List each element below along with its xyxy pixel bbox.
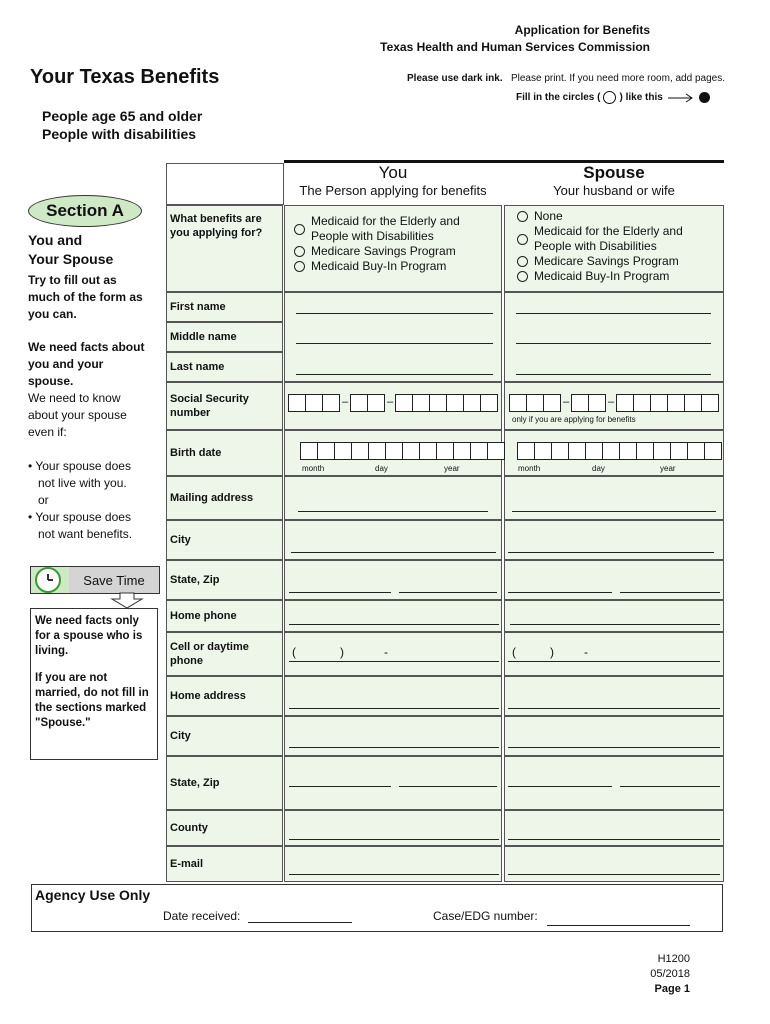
you-county-field[interactable]: [289, 839, 499, 840]
header-corner: [166, 163, 284, 205]
spouse-year-label: year: [660, 464, 676, 473]
ssn-note: only if you are applying for benefits: [512, 415, 636, 424]
try-instruction: Try to fill out as much of the form as you can.: [28, 273, 143, 321]
you-zip2-field[interactable]: [399, 786, 497, 787]
condition-2: • Your spouse does not want benefits.: [28, 510, 133, 541]
spouse-homephone-cell: [504, 600, 724, 632]
you-heading: You: [378, 163, 408, 182]
you-phone-close: ): [340, 645, 344, 659]
save-time-label: Save Time: [69, 567, 159, 593]
you-mailing-address-field[interactable]: [298, 511, 488, 512]
spouse-option-label: Medicaid Buy-In Program: [534, 269, 670, 283]
you-option-label: Medicaid Buy-In Program: [311, 259, 447, 273]
empty-circle-icon: [603, 91, 616, 104]
form-date: 05/2018: [650, 968, 690, 980]
spouse-mailing-cell: [504, 476, 724, 520]
date-received-label: Date received:: [163, 909, 241, 923]
mailing-address-label: Mailing address: [166, 476, 283, 520]
spouse-first-name-field[interactable]: [516, 313, 711, 314]
filled-circle-icon: [699, 92, 710, 103]
you-cell-cell: [284, 632, 502, 676]
spouse-phone-dash: -: [584, 645, 588, 659]
section-title-2: Your Spouse: [28, 251, 114, 267]
spouse-option-label: Medicare Savings Program: [534, 254, 679, 268]
you-phone-dash: -: [384, 645, 388, 659]
spouse-state2-field[interactable]: [508, 786, 612, 787]
you-email-field[interactable]: [289, 874, 499, 875]
not-married-note: If you are not married, do not fill in the sections marked "Spouse.": [35, 672, 149, 729]
date-received-field[interactable]: [248, 922, 352, 923]
spouse-phone-close: ): [550, 645, 554, 659]
save-time-banner: [30, 566, 160, 594]
spouse-city-field[interactable]: [508, 552, 714, 553]
spouse-option-msp[interactable]: [517, 254, 717, 269]
you-home-phone-field[interactable]: [289, 624, 499, 625]
you-benefits-cell: [284, 205, 502, 292]
you-homeaddr-cell: [284, 676, 502, 716]
you-city-cell: [284, 520, 502, 560]
you-name-cell: [284, 292, 502, 382]
spouse-home-address-field[interactable]: [508, 708, 720, 709]
spouse-name-cell: [504, 292, 724, 382]
spouse-option-buyin[interactable]: [517, 269, 717, 284]
middle-name-label: Middle name: [166, 322, 283, 352]
first-name-label: First name: [166, 292, 283, 322]
you-city2-field[interactable]: [289, 747, 499, 748]
home-phone-label: Home phone: [166, 600, 283, 632]
group-age65: People age 65 and older: [42, 108, 203, 124]
spouse-mailing-address-field[interactable]: [512, 511, 716, 512]
spouse-option-label: None: [534, 209, 563, 223]
ink-instruction: [407, 73, 725, 84]
section-title: [28, 231, 158, 269]
spouse-cell-cell: [504, 632, 724, 676]
ssn-label: Social Security number: [166, 382, 283, 430]
spouse-column-header: [504, 163, 724, 205]
group-disabilities: People with disabilities: [42, 126, 197, 142]
form-footer: [600, 952, 690, 997]
agency-use-box: [31, 884, 723, 932]
header-line1: Application for Benefits: [514, 23, 650, 37]
form-number: H1200: [657, 953, 690, 965]
spouse-homeaddr-cell: [504, 676, 724, 716]
fill-instruction: [516, 91, 710, 104]
spouse-rules-box: [30, 608, 158, 760]
you-last-name-field[interactable]: [296, 374, 493, 375]
you-option-buyin[interactable]: [294, 259, 494, 274]
spouse-county-field[interactable]: [508, 839, 720, 840]
case-number-label: Case/EDG number:: [433, 909, 538, 923]
you-first-name-field[interactable]: [296, 313, 493, 314]
you-option-label: Medicaid for the Elderly and People with Disabilities: [311, 214, 460, 243]
spouse-cell-phone-field[interactable]: [508, 661, 720, 662]
spouse-state-field[interactable]: [508, 592, 612, 593]
radio-circle-icon[interactable]: [517, 256, 528, 267]
spouse-last-name-field[interactable]: [516, 374, 711, 375]
spouse-month-label: month: [518, 464, 541, 473]
spouse-ssn-field[interactable]: – –: [510, 394, 719, 412]
arrow-right-icon: [666, 93, 696, 103]
fill-instruction-a: Fill in the circles (: [516, 92, 601, 103]
radio-circle-icon[interactable]: [294, 224, 305, 235]
city-label: City: [166, 520, 283, 560]
you-ssn-field[interactable]: – –: [289, 394, 498, 412]
you-column-header: [284, 163, 502, 205]
you-city2-cell: [284, 716, 502, 756]
you-option-medicaid-elderly[interactable]: [294, 214, 494, 244]
spouse-county-cell: [504, 810, 724, 846]
fill-instruction-b: ) like this: [619, 92, 663, 103]
spouse-benefits-options: [517, 209, 717, 284]
page-title: Your Texas Benefits: [30, 66, 220, 88]
cell-phone-label: Cell or daytime phone: [166, 632, 283, 676]
section-title-1: You and: [28, 232, 83, 248]
ink-instruction-bold: Please use dark ink.: [407, 73, 503, 84]
spouse-option-label: Medicaid for the Elderly and People with Disabilities: [534, 224, 683, 253]
spouse-day-label: day: [592, 464, 605, 473]
spouse-phone-open: (: [512, 645, 516, 659]
state-zip2-label: State, Zip: [166, 756, 283, 810]
facts-living: We need facts only for a spouse who is living.: [35, 615, 143, 657]
spouse-conditions: [28, 458, 146, 543]
spouse-heading: Spouse: [583, 163, 645, 182]
spouse-statezip-cell: [504, 560, 724, 600]
radio-circle-icon[interactable]: [294, 261, 305, 272]
spouse-benefits-cell: [504, 205, 724, 292]
you-mailing-cell: [284, 476, 502, 520]
condition-or: or: [38, 493, 49, 507]
radio-circle-icon[interactable]: [517, 234, 528, 245]
state-zip-label: State, Zip: [166, 560, 283, 600]
you-home-address-field[interactable]: [289, 708, 499, 709]
form-header: [380, 22, 650, 56]
you-cell-phone-field[interactable]: [289, 661, 499, 662]
birth-date-label: Birth date: [166, 430, 283, 476]
section-a-badge: Section A: [28, 195, 142, 227]
case-number-field[interactable]: [547, 925, 690, 926]
you-year-label: year: [444, 464, 460, 473]
email-label: E-mail: [166, 846, 283, 882]
spouse-facts-note: [28, 339, 150, 441]
page-number: Page 1: [654, 983, 690, 995]
spouse-statezip2-cell: [504, 756, 724, 810]
spouse-option-none[interactable]: [517, 209, 717, 224]
condition-1: • Your spouse does not live with you.: [28, 459, 131, 490]
spouse-city-cell: [504, 520, 724, 560]
city2-label: City: [166, 716, 283, 756]
you-zip-field[interactable]: [399, 592, 497, 593]
you-subheading: The Person applying for benefits: [299, 183, 487, 198]
spouse-birth-date-field[interactable]: [518, 442, 722, 460]
spouse-city2-cell: [504, 716, 724, 756]
radio-circle-icon[interactable]: [294, 246, 305, 257]
spouse-city2-field[interactable]: [508, 747, 720, 748]
spouse-subheading: Your husband or wife: [553, 183, 675, 198]
spouse-facts-bold: We need facts about you and your spouse.: [28, 340, 145, 388]
agency-title: Agency Use Only: [35, 887, 151, 903]
you-middle-name-field[interactable]: [296, 343, 493, 344]
spouse-zip-field[interactable]: [620, 592, 720, 593]
spouse-home-phone-field[interactable]: [510, 624, 720, 625]
home-address-label: Home address: [166, 676, 283, 716]
you-birth-date-field[interactable]: [301, 442, 505, 460]
ink-instruction-text: Please print. If you need more room, add pages.: [510, 73, 725, 84]
you-email-cell: [284, 846, 502, 882]
radio-circle-icon[interactable]: [517, 211, 528, 222]
you-option-msp[interactable]: [294, 244, 494, 259]
you-day-label: day: [375, 464, 388, 473]
benefits-label: What benefits are you applying for?: [166, 205, 283, 292]
you-city-field[interactable]: [291, 552, 496, 553]
you-benefits-options: [294, 214, 494, 274]
clock-icon: [35, 567, 61, 593]
you-state-field[interactable]: [289, 592, 391, 593]
you-homephone-cell: [284, 600, 502, 632]
spouse-middle-name-field[interactable]: [516, 343, 711, 344]
spouse-option-medicaid-elderly[interactable]: [517, 224, 717, 254]
you-phone-open: (: [292, 645, 296, 659]
eligibility-groups: [42, 107, 202, 143]
spouse-email-cell: [504, 846, 724, 882]
you-option-label: Medicare Savings Program: [311, 244, 456, 258]
spouse-facts-text: We need to know about your spouse even if:: [28, 391, 127, 439]
you-county-cell: [284, 810, 502, 846]
you-statezip2-cell: [284, 756, 502, 810]
radio-circle-icon[interactable]: [517, 271, 528, 282]
spouse-zip2-field[interactable]: [620, 786, 720, 787]
spouse-email-field[interactable]: [508, 874, 720, 875]
last-name-label: Last name: [166, 352, 283, 382]
county-label: County: [166, 810, 283, 846]
header-line2: Texas Health and Human Services Commission: [380, 40, 650, 54]
you-month-label: month: [302, 464, 325, 473]
you-state2-field[interactable]: [289, 786, 391, 787]
you-statezip-cell: [284, 560, 502, 600]
